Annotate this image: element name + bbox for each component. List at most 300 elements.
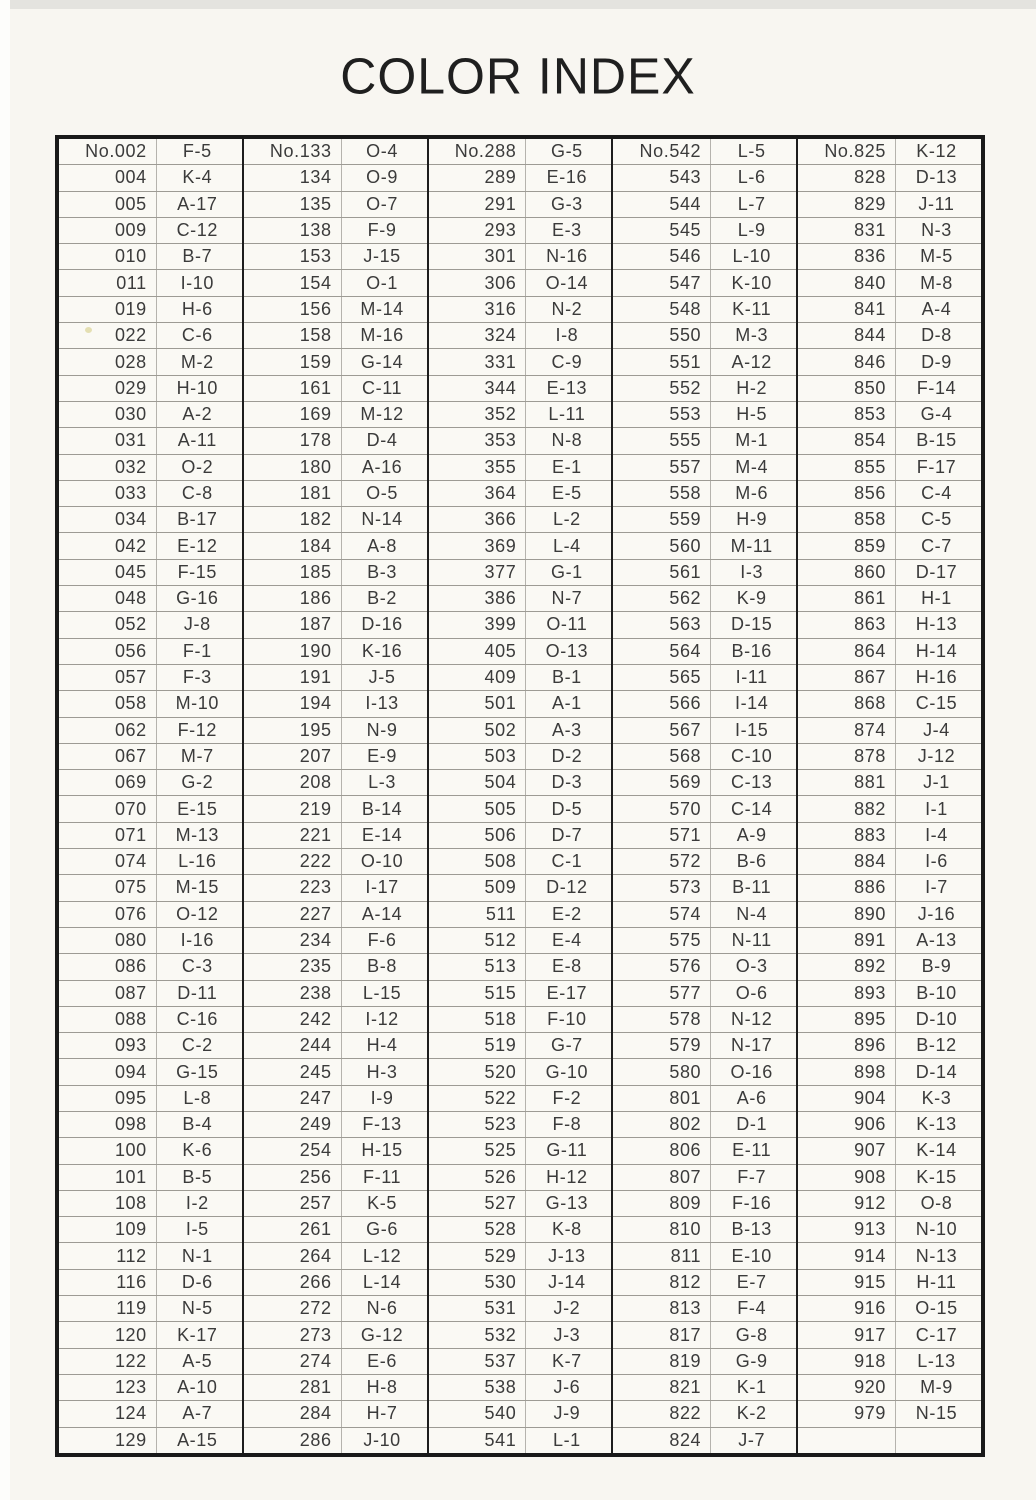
table-row <box>59 349 242 375</box>
table-row <box>613 1112 796 1138</box>
color-number-cell: 813 <box>613 1296 711 1321</box>
color-code-cell: E-9 <box>367 745 397 766</box>
table-row <box>59 1112 242 1138</box>
color-number-cell: 116 <box>59 1270 157 1295</box>
color-code-cell: L-2 <box>552 509 581 530</box>
table-row <box>59 928 242 954</box>
color-code-cell: F-8 <box>552 1114 582 1135</box>
color-code-cell: H-12 <box>546 1166 588 1187</box>
color-number-cell: 029 <box>59 376 157 401</box>
color-number-cell: 836 <box>798 244 896 269</box>
table-row <box>244 1059 427 1085</box>
color-code-cell: M-11 <box>730 535 773 556</box>
color-number-cell: 019 <box>59 297 157 322</box>
color-code-cell: H-4 <box>366 1035 398 1056</box>
color-code-cell: N-7 <box>551 588 583 609</box>
table-row <box>429 1086 612 1112</box>
table-row <box>613 1033 796 1059</box>
table-row <box>244 665 427 691</box>
color-number-cell: 119 <box>59 1296 157 1321</box>
table-row <box>244 691 427 717</box>
color-code-cell: C-17 <box>915 1324 958 1345</box>
color-code-cell: A-12 <box>731 351 772 372</box>
color-number-cell: No.133 <box>244 139 342 164</box>
table-row <box>429 507 612 533</box>
color-number-cell: 033 <box>59 481 157 506</box>
color-code-cell: I-10 <box>180 272 214 293</box>
color-number-cell: 221 <box>244 823 342 848</box>
color-code-cell: H-11 <box>916 1271 957 1292</box>
color-code-cell: D-15 <box>730 614 773 635</box>
table-row <box>244 1112 427 1138</box>
color-code-cell: L-15 <box>362 982 402 1003</box>
color-number-cell: 505 <box>429 796 527 821</box>
color-number-cell: 501 <box>429 691 527 716</box>
color-code-cell: L-13 <box>917 1350 956 1371</box>
color-number-cell: 042 <box>59 533 157 558</box>
color-code-cell: L-1 <box>552 1429 581 1450</box>
color-number-cell: 316 <box>429 297 527 322</box>
table-row <box>429 428 612 454</box>
table-row <box>613 349 796 375</box>
color-code-cell: N-13 <box>915 1245 958 1266</box>
table-row <box>613 1165 796 1191</box>
color-code-cell: N-9 <box>366 719 398 740</box>
table-row <box>613 1349 796 1375</box>
color-code-cell: M-3 <box>735 325 769 346</box>
table-row <box>244 1007 427 1033</box>
table-row <box>429 533 612 559</box>
color-number-cell: 181 <box>244 481 342 506</box>
color-code-cell: F-11 <box>363 1166 402 1187</box>
color-number-cell: 914 <box>798 1243 896 1268</box>
color-code-cell: C-5 <box>921 509 952 530</box>
table-row <box>429 718 612 744</box>
color-number-cell: 386 <box>429 586 527 611</box>
table-row <box>613 481 796 507</box>
table-row <box>429 1191 612 1217</box>
color-number-cell: 353 <box>429 428 527 453</box>
color-code-cell: F-7 <box>737 1166 767 1187</box>
color-code-cell: C-9 <box>551 351 583 372</box>
table-row <box>59 481 242 507</box>
color-number-cell: 074 <box>59 849 157 874</box>
color-code-cell: A-6 <box>736 1087 767 1108</box>
table-row <box>429 665 612 691</box>
table-row <box>798 849 981 875</box>
table-row <box>59 455 242 481</box>
color-number-cell: 364 <box>429 481 527 506</box>
color-number-cell: 291 <box>429 192 527 217</box>
color-code-cell: J-12 <box>917 745 956 766</box>
color-number-cell: 062 <box>59 718 157 743</box>
color-number-cell: 187 <box>244 612 342 637</box>
color-code-cell: E-10 <box>731 1245 772 1266</box>
color-number-cell: 577 <box>613 981 711 1006</box>
table-row <box>244 718 427 744</box>
color-code-cell: C-6 <box>181 325 213 346</box>
color-code-cell: G-15 <box>176 1061 219 1082</box>
color-number-cell: 882 <box>798 796 896 821</box>
color-code-cell: D-17 <box>915 561 958 582</box>
page-title: COLOR INDEX <box>340 47 696 105</box>
color-code-cell: H-16 <box>915 667 958 688</box>
color-number-cell: 098 <box>59 1112 157 1137</box>
color-code-cell: C-16 <box>176 1008 218 1029</box>
color-code-cell: H-8 <box>366 1377 398 1398</box>
color-code-cell: D-7 <box>551 824 583 845</box>
table-row <box>244 270 427 296</box>
color-number-cell: 120 <box>59 1322 157 1347</box>
color-number-cell: 190 <box>244 639 342 664</box>
color-number-cell: 916 <box>798 1296 896 1321</box>
table-row <box>59 718 242 744</box>
color-number-cell: 048 <box>59 586 157 611</box>
color-number-cell: 530 <box>429 1270 527 1295</box>
color-number-cell: 093 <box>59 1033 157 1058</box>
color-number-cell: 004 <box>59 165 157 190</box>
color-number-cell: 185 <box>244 560 342 585</box>
color-code-cell: J-11 <box>918 193 955 214</box>
table-row <box>244 639 427 665</box>
table-row <box>244 1296 427 1322</box>
color-number-cell: 158 <box>244 323 342 348</box>
color-number-cell: 868 <box>798 691 896 716</box>
table-row <box>59 1059 242 1085</box>
table-row <box>798 875 981 901</box>
color-number-cell: 522 <box>429 1086 527 1111</box>
color-number-cell: 568 <box>613 744 711 769</box>
table-row <box>798 244 981 270</box>
table-row <box>429 981 612 1007</box>
table-row <box>244 165 427 191</box>
color-code-cell: L-9 <box>737 220 766 241</box>
table-row <box>798 902 981 928</box>
color-code-cell: C-1 <box>551 851 583 872</box>
table-row <box>59 770 242 796</box>
table-row <box>429 560 612 586</box>
color-code-cell: D-10 <box>915 1008 958 1029</box>
table-row <box>429 139 612 165</box>
color-code-cell: H-3 <box>366 1061 398 1082</box>
table-row <box>429 323 612 349</box>
table-row <box>244 1138 427 1164</box>
color-code-cell: O-5 <box>366 483 398 503</box>
color-code-cell: B-11 <box>732 877 772 898</box>
table-row <box>613 192 796 218</box>
color-number-cell: 056 <box>59 639 157 664</box>
table-row <box>429 744 612 770</box>
color-code-cell: N-15 <box>915 1403 958 1424</box>
color-code-cell: I-17 <box>365 877 399 898</box>
table-row <box>798 1401 981 1427</box>
color-index-table <box>55 135 985 1457</box>
table-row <box>798 376 981 402</box>
color-code-cell: L-5 <box>737 141 766 162</box>
table-row <box>59 823 242 849</box>
table-row <box>244 1217 427 1243</box>
color-number-cell: 527 <box>429 1191 527 1216</box>
table-row <box>59 139 242 165</box>
table-row <box>429 1033 612 1059</box>
table-row <box>798 349 981 375</box>
color-code-cell: G-3 <box>550 193 583 214</box>
color-code-cell: H-7 <box>366 1403 398 1424</box>
color-code-cell: N-1 <box>181 1245 213 1266</box>
color-number-cell: 844 <box>798 323 896 348</box>
color-number-cell: 854 <box>798 428 896 453</box>
table-row <box>798 981 981 1007</box>
table-row <box>613 1428 796 1453</box>
color-number-cell: 579 <box>613 1033 711 1058</box>
table-row <box>429 1322 612 1348</box>
table-row <box>59 981 242 1007</box>
table-row <box>798 507 981 533</box>
table-row <box>244 481 427 507</box>
color-code-cell: L-7 <box>737 193 766 214</box>
table-row <box>59 402 242 428</box>
color-code-cell: H-2 <box>736 377 768 398</box>
color-code-cell: E-11 <box>732 1140 772 1161</box>
table-row <box>798 481 981 507</box>
table-row <box>798 560 981 586</box>
color-number-cell: 861 <box>798 586 896 611</box>
color-code-cell: O-3 <box>735 956 768 977</box>
color-code-cell: M-15 <box>175 877 219 898</box>
table-row <box>59 665 242 691</box>
table-row <box>244 849 427 875</box>
color-code-cell: N-10 <box>915 1219 958 1240</box>
color-number-cell: 186 <box>244 586 342 611</box>
color-number-cell: 850 <box>798 376 896 401</box>
color-code-cell: O-6 <box>735 982 768 1003</box>
color-code-cell: K-16 <box>361 640 403 661</box>
color-number-cell: 817 <box>613 1322 711 1347</box>
color-number-cell: 569 <box>613 770 711 795</box>
color-number-cell: 578 <box>613 1007 711 1032</box>
color-number-cell <box>798 1428 896 1453</box>
table-row <box>244 902 427 928</box>
table-row <box>798 533 981 559</box>
color-code-cell: N-16 <box>546 246 588 267</box>
color-number-cell: 257 <box>244 1191 342 1216</box>
table-row <box>613 270 796 296</box>
color-code-cell: F-10 <box>547 1008 587 1029</box>
table-row <box>429 1401 612 1427</box>
color-number-cell: 238 <box>244 981 342 1006</box>
table-row <box>429 928 612 954</box>
color-number-cell: 886 <box>798 875 896 900</box>
color-number-cell: 528 <box>429 1217 527 1242</box>
color-number-cell: No.825 <box>798 139 896 164</box>
table-row <box>59 507 242 533</box>
table-row <box>613 218 796 244</box>
color-number-cell: 235 <box>244 954 342 979</box>
table-row <box>244 1322 427 1348</box>
color-number-cell: 182 <box>244 507 342 532</box>
table-row <box>798 1086 981 1112</box>
table-row <box>613 1217 796 1243</box>
color-number-cell: 896 <box>798 1033 896 1058</box>
color-code-cell: I-15 <box>734 719 769 740</box>
color-code-cell: N-2 <box>551 298 583 319</box>
color-number-cell: 219 <box>244 796 342 821</box>
table-row <box>244 455 427 481</box>
color-code-cell: J-15 <box>363 246 401 267</box>
color-code-cell: A-3 <box>551 719 582 740</box>
color-number-cell: 169 <box>244 402 342 427</box>
table-row <box>429 954 612 980</box>
color-code-cell: D-16 <box>361 614 403 635</box>
color-number-cell: 086 <box>59 954 157 979</box>
color-number-cell: 057 <box>59 665 157 690</box>
color-number-cell: 286 <box>244 1428 342 1453</box>
table-row <box>429 1296 612 1322</box>
color-code-cell: A-14 <box>361 903 403 924</box>
color-code-cell: L-12 <box>362 1245 402 1266</box>
color-number-cell: 222 <box>244 849 342 874</box>
table-row <box>613 455 796 481</box>
color-number-cell: 069 <box>59 770 157 795</box>
color-number-cell: 892 <box>798 954 896 979</box>
color-code-cell: I-16 <box>180 930 214 951</box>
color-number-cell: 904 <box>798 1086 896 1111</box>
color-code-cell: G-12 <box>360 1324 404 1345</box>
color-code-cell: A-16 <box>361 456 403 477</box>
color-code-cell: J-6 <box>553 1377 581 1398</box>
color-number-cell: 515 <box>429 981 527 1006</box>
color-number-cell: 565 <box>613 665 711 690</box>
table-row <box>244 1086 427 1112</box>
color-code-cell: O-7 <box>366 193 398 214</box>
color-number-cell: 560 <box>613 533 711 558</box>
table-row <box>798 1112 981 1138</box>
color-number-cell: 893 <box>798 981 896 1006</box>
color-code-cell: A-15 <box>177 1429 218 1450</box>
table-row <box>798 612 981 638</box>
color-number-cell: 537 <box>429 1349 527 1374</box>
table-row <box>59 1428 242 1453</box>
color-number-cell: No.542 <box>613 139 711 164</box>
table-row <box>244 928 427 954</box>
color-number-cell: 184 <box>244 533 342 558</box>
color-code-cell: N-17 <box>730 1035 773 1056</box>
color-code-cell: K-12 <box>916 141 957 162</box>
table-row <box>244 323 427 349</box>
color-number-cell: 355 <box>429 455 527 480</box>
color-code-cell: A-4 <box>921 298 952 319</box>
color-number-cell: 154 <box>244 270 342 295</box>
color-code-cell: J-3 <box>553 1324 581 1345</box>
color-code-cell: O-13 <box>545 640 589 661</box>
color-code-cell: L-10 <box>732 246 771 267</box>
color-number-cell: 881 <box>798 770 896 795</box>
table-row <box>429 1059 612 1085</box>
color-number-cell: 576 <box>613 954 711 979</box>
color-number-cell: 538 <box>429 1375 527 1400</box>
table-row <box>613 849 796 875</box>
color-number-cell: 022 <box>59 323 157 348</box>
color-code-cell: A-1 <box>551 693 582 714</box>
color-code-cell: B-9 <box>921 956 952 977</box>
color-number-cell: 570 <box>613 796 711 821</box>
color-code-cell: F-2 <box>552 1087 582 1108</box>
color-code-cell: N-8 <box>551 430 583 451</box>
color-number-cell: 529 <box>429 1243 527 1268</box>
color-number-cell: 071 <box>59 823 157 848</box>
color-number-cell: 563 <box>613 612 711 637</box>
color-number-cell: 112 <box>59 1243 157 1268</box>
color-number-cell: 821 <box>613 1375 711 1400</box>
table-row <box>244 402 427 428</box>
color-code-cell: A-9 <box>736 824 767 845</box>
color-code-cell: B-14 <box>361 798 403 819</box>
color-code-cell: M-1 <box>735 430 769 451</box>
color-code-cell: N-12 <box>730 1008 773 1029</box>
table-row <box>429 1138 612 1164</box>
color-number-cell: 809 <box>613 1191 711 1216</box>
table-row <box>798 744 981 770</box>
color-code-cell: N-4 <box>736 903 768 924</box>
color-number-cell: 324 <box>429 323 527 348</box>
color-number-cell: 080 <box>59 928 157 953</box>
color-number-cell: 544 <box>613 192 711 217</box>
color-number-cell: 129 <box>59 1428 157 1453</box>
color-number-cell: 824 <box>613 1428 711 1453</box>
table-row <box>798 323 981 349</box>
table-row <box>613 1138 796 1164</box>
color-code-cell: B-13 <box>731 1219 772 1240</box>
table-row <box>798 1428 981 1453</box>
color-code-cell: L-14 <box>362 1271 402 1292</box>
color-number-cell: 075 <box>59 875 157 900</box>
table-row <box>59 875 242 901</box>
color-code-cell: J-1 <box>923 772 950 793</box>
table-row <box>429 402 612 428</box>
color-number-cell: 058 <box>59 691 157 716</box>
table-row <box>59 192 242 218</box>
color-number-cell: 831 <box>798 218 896 243</box>
color-number-cell: 122 <box>59 1349 157 1374</box>
color-number-cell: 227 <box>244 902 342 927</box>
index-column-1 <box>59 139 244 1453</box>
table-row <box>798 139 981 165</box>
color-number-cell: 812 <box>613 1270 711 1295</box>
table-row <box>59 586 242 612</box>
color-code-cell: L-16 <box>178 851 217 872</box>
table-row <box>244 1428 427 1453</box>
table-row <box>798 455 981 481</box>
color-number-cell: 580 <box>613 1059 711 1084</box>
color-number-cell: 920 <box>798 1375 896 1400</box>
color-code-cell: B-15 <box>916 430 957 451</box>
table-row <box>798 1191 981 1217</box>
table-row <box>798 1322 981 1348</box>
color-number-cell: 405 <box>429 639 527 664</box>
color-number-cell: 883 <box>798 823 896 848</box>
table-row <box>429 1375 612 1401</box>
table-row <box>244 1191 427 1217</box>
color-code-cell: G-14 <box>360 351 404 372</box>
color-number-cell: 377 <box>429 560 527 585</box>
color-number-cell: 520 <box>429 1059 527 1084</box>
table-row <box>798 1138 981 1164</box>
color-code-cell: E-17 <box>546 982 588 1003</box>
color-number-cell: 519 <box>429 1033 527 1058</box>
table-row <box>59 612 242 638</box>
scan-speck <box>85 327 92 333</box>
color-number-cell: 180 <box>244 455 342 480</box>
